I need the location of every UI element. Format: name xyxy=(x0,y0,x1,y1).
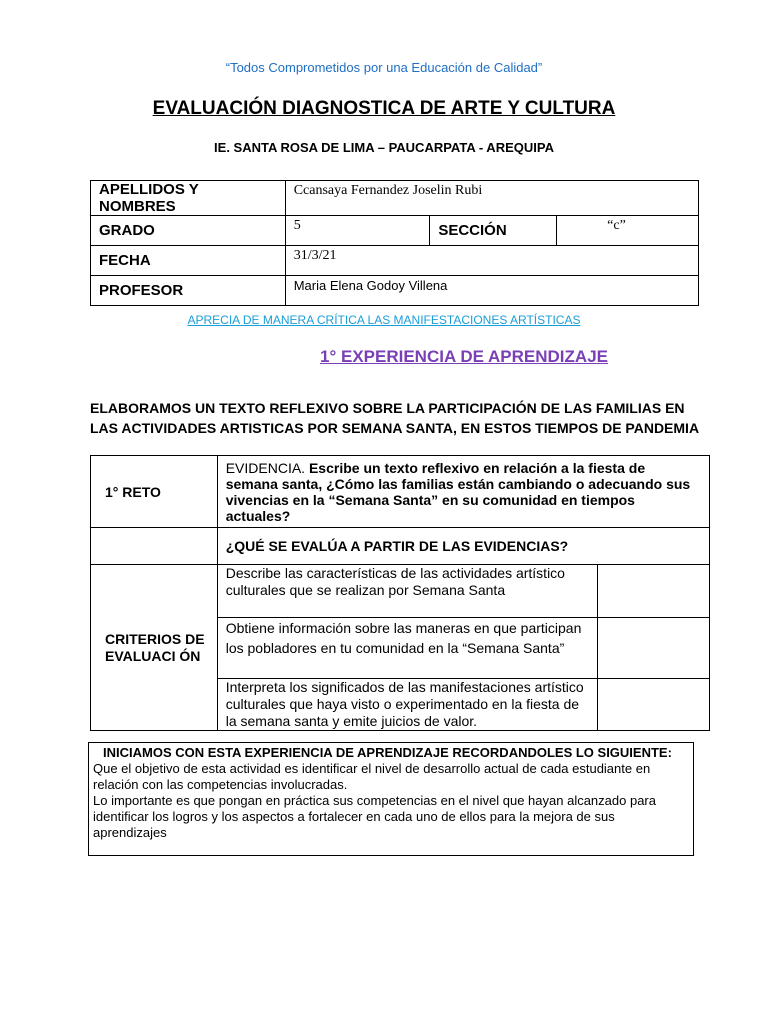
teacher-label: PROFESOR xyxy=(91,276,286,306)
table-row xyxy=(91,276,699,306)
names-label: APELLIDOS Y NOMBRES xyxy=(91,181,286,216)
section-label: SECCIÓN xyxy=(430,216,557,246)
competency-link[interactable]: APRECIA DE MANERA CRÍTICA LAS MANIFESTACIONES ARTÍSTICAS xyxy=(187,313,581,327)
school-name: IE. SANTA ROSA DE LIMA – PAUCARPATA - AREQUIPA xyxy=(214,140,554,155)
table-row xyxy=(91,216,699,246)
date-label: FECHA xyxy=(91,246,286,276)
page-title: EVALUACIÓN DIAGNOSTICA DE ARTE Y CULTURA xyxy=(152,98,616,119)
criteria-label: CRITERIOS DE EVALUACI ÓN xyxy=(91,565,218,731)
criterion-1: Describe las características de las actividades artístico culturales que se realizan por Semana Santa xyxy=(217,565,597,618)
evidence-text: Escribe un texto reflexivo en relación a la fiesta de semana santa, ¿Cómo las familias están cambiando o adecuando sus vivencias en la “Semana Santa” en su comunidad en tiempos actuales? xyxy=(225,459,691,524)
experience-title: 1° EXPERIENCIA DE APRENDIZAJE xyxy=(320,347,608,366)
names-value: Ccansaya Fernandez Joselin Rubi xyxy=(285,181,698,216)
criterion-2-score-cell xyxy=(597,618,709,679)
challenge-table xyxy=(90,455,710,731)
student-info-table xyxy=(90,180,699,306)
criterion-1-score-cell xyxy=(597,565,709,618)
evidence-cell xyxy=(217,456,709,528)
criterion-3: Interpreta los significados de las manifestaciones artístico culturales que haya visto o experimentado en la fiesta de la semana santa y emite juicios de valor. xyxy=(217,679,597,731)
table-row xyxy=(91,456,710,528)
section-value: “c” xyxy=(557,216,699,246)
evidence-prefix: EVIDENCIA. xyxy=(225,459,306,476)
empty-cell xyxy=(91,528,218,565)
intro-text: ELABORAMOS UN TEXTO REFLEXIVO SOBRE LA PARTICIPACIÓN DE LAS FAMILIAS EN LAS ACTIVIDADES ARTISTICAS POR SEMANA SANTA, EN ESTOS TIEMPOS DE PANDEMIA xyxy=(90,400,700,436)
date-value: 31/3/21 xyxy=(285,246,698,276)
teacher-value: Maria Elena Godoy Villena xyxy=(285,276,698,306)
note-paragraph-1: Que el objetivo de esta actividad es identificar el nivel de desarrollo actual de cada estudiante en relación con las competencias involucradas. xyxy=(93,761,651,792)
motto: “Todos Comprometidos por una Educación de Calidad” xyxy=(225,60,543,75)
table-row xyxy=(91,565,710,618)
grade-label: GRADO xyxy=(91,216,286,246)
table-row xyxy=(91,246,699,276)
criterion-2: Obtiene información sobre las maneras en que participan los pobladores en tu comunidad en la “Semana Santa” xyxy=(217,618,597,679)
criterion-3-score-cell xyxy=(597,679,709,731)
table-row xyxy=(91,181,699,216)
note-box xyxy=(88,742,694,856)
evaluation-question: ¿QUÉ SE EVALÚA A PARTIR DE LAS EVIDENCIAS? xyxy=(217,528,709,565)
table-row xyxy=(91,528,710,565)
note-heading: INICIAMOS CON ESTA EXPERIENCIA DE APRENDIZAJE RECORDANDOLES LO SIGUIENTE: xyxy=(103,745,672,760)
grade-value: 5 xyxy=(285,216,430,246)
note-paragraph-2: Lo importante es que pongan en práctica sus competencias en el nivel que hayan alcanzado para identificar los logros y los aspectos a fortalecer en cada uno de ellos para la mejora de sus aprendizajes xyxy=(93,793,656,840)
challenge-label: 1° RETO xyxy=(91,456,218,528)
